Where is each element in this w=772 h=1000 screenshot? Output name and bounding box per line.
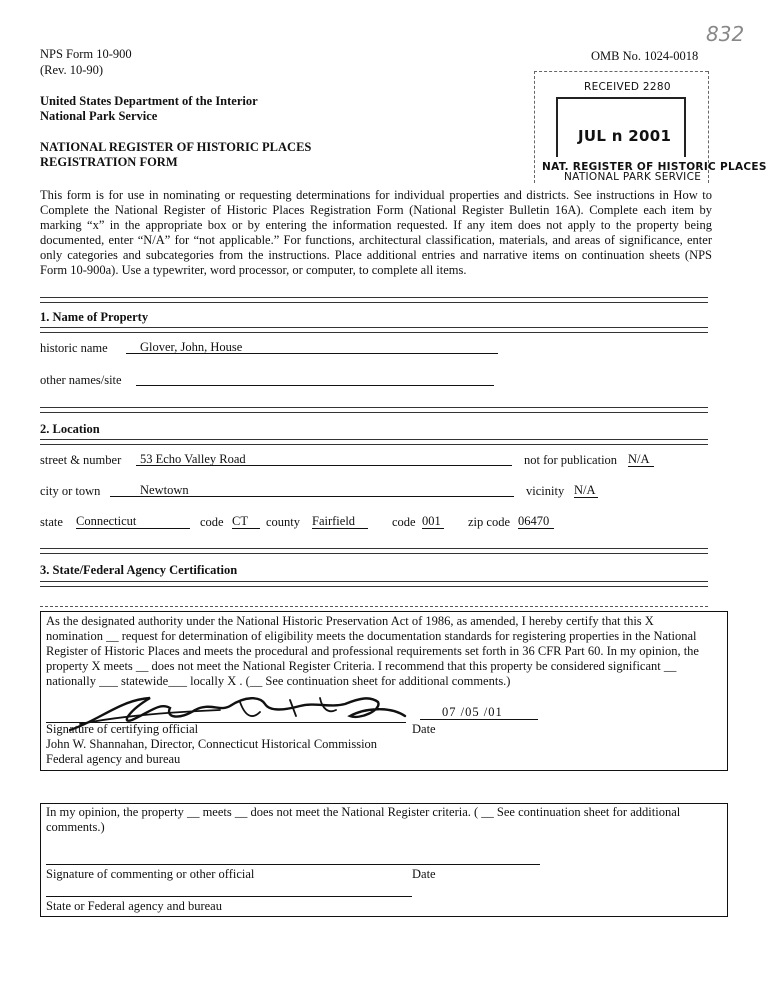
cert-line: nationally ___ statewide___ locally X . (__ See continuation sheet for additional comments.) [46,674,511,688]
not-for-publication-label: not for publication [524,453,618,467]
county-label: county [266,515,301,529]
section1-heading: 1. Name of Property [40,310,149,324]
section-divider [40,407,708,413]
section-divider [40,548,708,554]
omb-number: OMB No. 1024-0018 [591,49,699,63]
section-divider [40,439,708,445]
section2-heading: 2. Location [40,422,100,436]
state-code-field[interactable]: CT [232,514,260,529]
state-field[interactable]: Connecticut [76,514,190,529]
city-field[interactable]: Newtown [110,483,514,497]
opinion-line1: In my opinion, the property __ meets __ does not meet the National Register criteria. ( __ See continuation sheet for additional [46,805,681,819]
cert-line: nomination __ request for determination of eligibility meets the documentation standards for registering properties in the National [46,629,697,643]
form-title-line2: REGISTRATION FORM [40,155,178,169]
stamp-line2: NATIONAL PARK SERVICE [564,171,702,183]
section-divider [40,606,708,607]
certification-date: 07 /05 /01 [442,705,503,719]
section-divider [40,297,708,303]
stamp-line1: NAT. REGISTER OF HISTORIC PLACES [542,161,767,173]
instructions-paragraph: This form is for use in nominating or requesting determinations for individual properties and districts. See instructions in How to Complete the National Register of Historic Places Registration Form (National Register Bulletin 16A). Complete each item by marking “x” in the appropriate box or by entering the information requested. If any item does not apply to the property being documented, enter “N/A” for “not applicable.” For functions, architectural classification, materials, and areas of significance, enter only categories and subcategories from the instructions. Place additional entries and narrative items on continuation sheets (NPS Form 10-900a). Use a typewriter, word processor, or computer, to complete all items. [40,188,712,277]
zip-label: zip code [468,515,510,529]
certifying-official-name: John W. Shannahan, Director, Connecticut Historical Commission [46,737,378,751]
certification-statement [46,614,710,689]
opinion-line2: comments.) [46,820,105,834]
state-code-label: code [200,515,224,529]
commenting-signature-line [46,864,540,865]
vicinity-label: vicinity [526,484,565,498]
county-code-label: code [392,515,416,529]
section3-heading: 3. State/Federal Agency Certification [40,563,238,577]
commenting-date-label: Date [412,867,436,881]
cert-line: Register of Historic Places and meets the procedural and professional requirements set forth in 36 CFR Part 60. In my opinion, the [46,644,699,658]
county-field[interactable]: Fairfield [312,514,368,529]
city-label: city or town [40,484,101,498]
commenting-signature-label: Signature of commenting or other official [46,867,255,881]
historic-name-field[interactable]: Glover, John, House [126,340,498,354]
signature-label: Signature of certifying official [46,722,199,736]
not-for-publication-field[interactable]: N/A [628,452,654,467]
other-names-field[interactable] [136,371,494,386]
zip-field[interactable]: 06470 [518,514,554,529]
stamp-date: JUL n 2001 [578,127,672,145]
agency-line [46,896,412,897]
cert-line: property X meets __ does not meet the National Register Criteria. I recommend that this property be considered significant __ [46,659,677,673]
cert-line: As the designated authority under the National Historic Preservation Act of 1986, as amended, I hereby certify that this X [46,614,654,628]
street-label: street & number [40,453,122,467]
other-names-label: other names/site [40,373,122,387]
vicinity-field[interactable]: N/A [574,483,598,498]
section-divider [40,327,708,333]
form-revision: (Rev. 10-90) [40,63,104,77]
state-label: state [40,515,63,529]
handwritten-corner-mark: 832 [706,22,745,46]
received-stamp [534,71,767,183]
historic-name-label: historic name [40,341,108,355]
form-title-line1: NATIONAL REGISTER OF HISTORIC PLACES [40,140,312,154]
date-label: Date [412,722,436,736]
agency-label: Federal agency and bureau [46,752,181,766]
form-number: NPS Form 10-900 [40,47,132,61]
state-federal-agency-label: State or Federal agency and bureau [46,899,222,913]
stamp-received: RECEIVED 2280 [584,81,671,93]
section-divider [40,581,708,587]
department-name: United States Department of the Interior [40,94,258,108]
service-name: National Park Service [40,109,158,123]
street-field[interactable]: 53 Echo Valley Road [136,452,512,466]
county-code-field[interactable]: 001 [422,514,444,529]
